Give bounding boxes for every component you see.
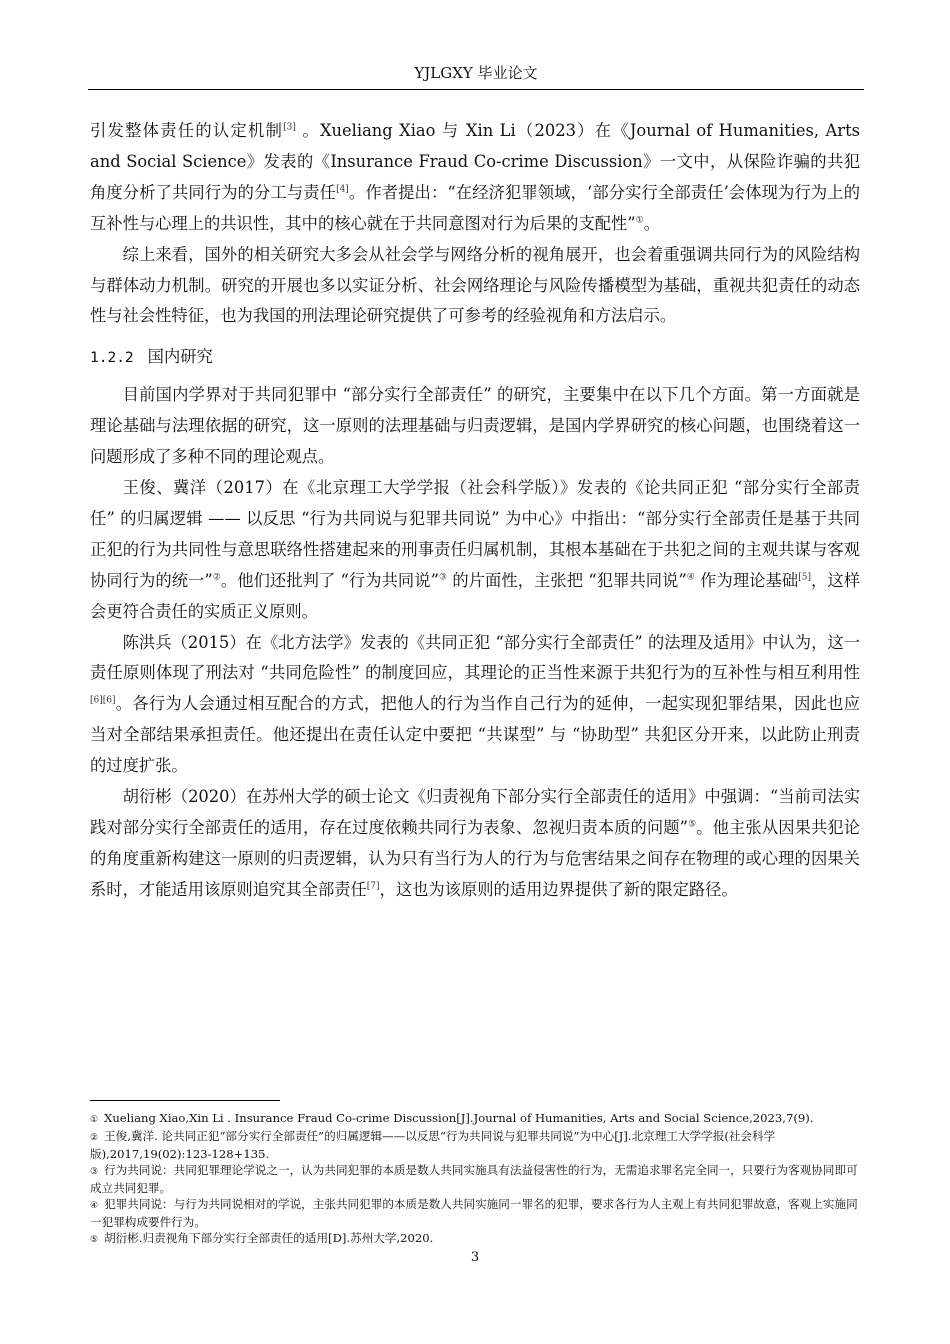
citation: [4]	[336, 184, 349, 195]
body-text	[90, 116, 860, 906]
citation: [5]	[798, 572, 811, 583]
footnote-text: 行为共同说：共同犯罪理论学说之一，认为共同犯罪的本质是数人共同实施具有法益侵害性的行为，无需追求罪名完全同一，只要行为客观协同即可成立共同犯罪。	[90, 1163, 858, 1195]
text-span: 胡衍彬（2020）在苏州大学的硕士论文《归责视角下部分实行全部责任的适用》中强调：“当前司法实践对部分实行全部责任的适用，存在过度依赖共同行为表象、忽视归责本质的问题”	[90, 787, 860, 837]
footnote-ref: ③	[438, 572, 448, 583]
citation: [6][6]	[90, 695, 116, 706]
footnote	[90, 1162, 860, 1196]
citation: [7]	[366, 881, 380, 892]
text-span: 。	[643, 213, 660, 233]
footnote-mark: ①	[90, 1115, 99, 1125]
citation: [3]	[283, 122, 296, 133]
footnote	[90, 1230, 860, 1248]
section-title: 国内研究	[147, 347, 213, 367]
footnote-ref: ①	[635, 215, 644, 226]
footnotes	[90, 1110, 860, 1248]
text-span: 目前国内学界对于共同犯罪中 “部分实行全部责任” 的研究，主要集中在以下几个方面。第一方面就是理论基础与法理依据的研究，这一原则的法理基础与归责逻辑，是国内学界研究的核心问题，也围绕着这一问题形成了多种不同的理论观点。	[90, 385, 860, 467]
paragraph-4	[90, 473, 860, 628]
paragraph-3	[90, 380, 860, 473]
text-span: 作为理论基础	[694, 570, 799, 590]
footnote-mark: ⑤	[90, 1235, 99, 1245]
section-heading	[90, 342, 860, 374]
text-span: 。作者提出：“在经济犯罪领域，‘部分实行全部责任’会体现为行为上的互补性与心理上的共识性，其中的核心就在于共同意图对行为后果的支配性”	[90, 182, 860, 233]
footnote-separator	[90, 1100, 280, 1101]
footnote-text: Xueliang Xiao,Xin Li . Insurance Fraud Co-crime Discussion[J].Journal of Humanities, Arts and Social Science,2023,7(9).	[104, 1111, 814, 1125]
paragraph-2	[90, 240, 860, 333]
footnote-text: 胡衍彬.归责视角下部分实行全部责任的适用[D].苏州大学,2020.	[104, 1231, 434, 1245]
footnote-mark: ④	[90, 1201, 99, 1211]
text-span: 引发整体责任的认定机制	[90, 121, 284, 140]
footnote-ref: ②	[212, 572, 221, 583]
paragraph-5	[90, 628, 860, 783]
text-span: 。他们还批判了 “行为共同说”	[220, 570, 439, 590]
text-span: 。他主张从因果共犯论的角度重新构建这一原则的归责逻辑，认为只有当行为人的行为与危害结果之间存在物理的或心理的因果关系时，才能适用该原则追究其全部责任	[90, 817, 860, 899]
text-span: 。Xueliang Xiao 与 Xin Li（2023）在《Journal of Humanities, Arts and Social Science》发表的《Insurance Fraud Co-crime Discussion》一文中，从保险诈骗的共犯角度分析了共同行为的分工与责任	[90, 121, 860, 202]
page-header: YJLGXY 毕业论文	[88, 62, 864, 90]
paragraph-1	[90, 116, 860, 240]
text-span: ，这样会更符合责任的实质正义原则。	[90, 570, 860, 621]
footnote-text: 犯罪共同说：与行为共同说相对的学说，主张共同犯罪的本质是数人共同实施同一罪名的犯罪，要求各行为人主观上有共同犯罪故意，客观上实施同一犯罪构成要件行为。	[90, 1197, 858, 1229]
footnote	[90, 1128, 860, 1162]
text-span: 王俊、冀洋（2017）在《北京理工大学学报（社会科学版）》发表的《论共同正犯 “部分实行全部责任” 的归属逻辑 —— 以反思 “行为共同说与犯罪共同说” 为中心》中指出：“部分实行全部责任是基于共同正犯的行为共同性与意思联络性搭建起来的刑事责任归属机制，其根本基础在于共犯之间的主观共谋与客观协同行为的统一”	[90, 477, 860, 590]
footnote-ref: ④	[686, 572, 695, 583]
text-span: 的片面性，主张把 “犯罪共同说”	[447, 570, 687, 590]
text-span: ，这也为该原则的适用边界提供了新的限定路径。	[379, 879, 738, 899]
text-span: 综上来看，国外的相关研究大多会从社会学与网络分析的视角展开，也会着重强调共同行为的风险结构与群体动力机制。研究的开展也多以实证分析、社会网络理论与风险传播模型为基础，重视共犯责任的动态性与社会性特征，也为我国的刑法理论研究提供了可参考的经验视角和方法启示。	[90, 244, 860, 326]
section-number: 1.2.2	[90, 350, 134, 367]
footnote-mark: ②	[90, 1133, 99, 1143]
footnote-mark: ③	[90, 1167, 99, 1177]
footnote-text: 王俊,冀洋. 论共同正犯“部分实行全部责任”的归属逻辑——以反思“行为共同说与犯罪共同说”为中心[J].北京理工大学学报(社会科学版),2017,19(02):123-128+135.	[90, 1129, 776, 1161]
paragraph-6	[90, 782, 860, 906]
footnote	[90, 1196, 860, 1230]
text-span: 陈洪兵（2015）在《北方法学》发表的《共同正犯 “部分实行全部责任” 的法理及适用》中认为，这一责任原则体现了刑法对 “共同危险性” 的制度回应，其理论的正当性来源于共犯行为的互补性与相互利用性	[90, 632, 860, 683]
text-span: 。各行为人会通过相互配合的方式，把他人的行为当作自己行为的延伸，一起实现犯罪结果，因此也应当对全部结果承担责任。他还提出在责任认定中要把 “共谋型” 与 “协助型” 共犯区分开来，以此防止刑责的过度扩张。	[90, 694, 860, 776]
footnote-ref: ⑤	[688, 819, 697, 830]
footnote	[90, 1110, 860, 1128]
page-number: 3	[470, 1250, 480, 1265]
